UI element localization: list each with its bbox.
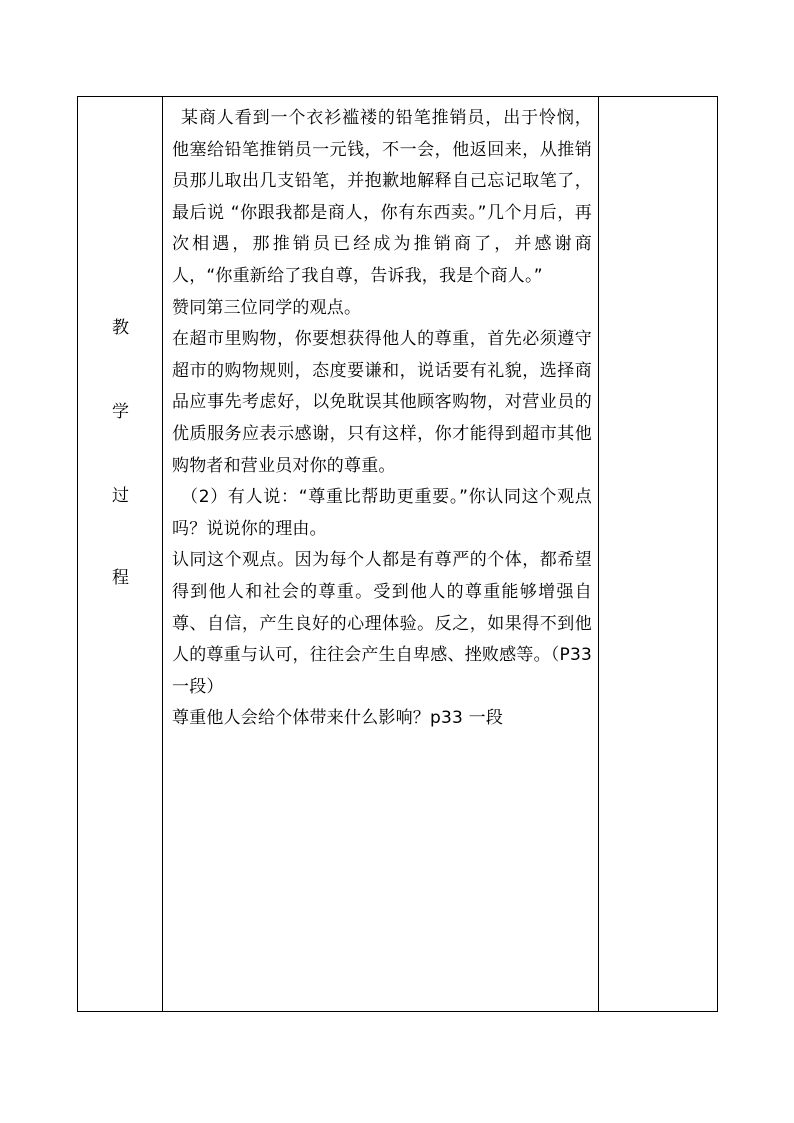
lesson-plan-table [77, 96, 718, 1012]
table-row [78, 97, 718, 1012]
content-cell [163, 97, 599, 1012]
story-paragraph: 某商人看到一个衣衫褴褛的铅笔推销员，出于怜悯，他塞给铅笔推销员一元钱，不一会，他返回来，从推销员那儿取出几支铅笔，并抱歉地解释自己忘记取笔了，最后说 “你跟我都是商人，你有东西卖。”几个月后，再次相遇，那推销员已经成为推销商了，并感谢商人，“你重新给了我自尊，告诉我，我是个商人。” [172, 108, 592, 286]
section-label-cell [78, 97, 163, 1012]
section-label-char: 学 [112, 402, 129, 422]
answer-paragraph: 认同这个观点。因为每个人都是有尊严的个体，都希望得到他人和社会的尊重。受到他人的尊重能够增强自尊、自信，产生良好的心理体验。反之，如果得不到他人的尊重与认可，往往会产生自卑感、挫败感等。（P33 一段） [172, 550, 592, 697]
section-label-char: 程 [112, 568, 129, 588]
supermarket-paragraph: 在超市里购物，你要想获得他人的尊重，首先必须遵守超市的购物规则，态度要谦和，说话要有礼貌，选择商品应事先考虑好，以免耽误其他顾客购物，对营业员的优质服务应表示感谢，只有这样，你才能得到超市其他购物者和营业员对你的尊重。 [172, 329, 592, 476]
section-label-char: 过 [112, 486, 129, 506]
question-paragraph: （2）有人说：“尊重比帮助更重要。”你认同这个观点吗？说说你的理由。 [172, 487, 592, 539]
agree-paragraph: 赞同第三位同学的观点。 [172, 297, 362, 318]
section-label-char: 教 [112, 318, 129, 338]
content-body [172, 97, 592, 735]
followup-question: 尊重他人会给个体带来什么影响？p33 一段 [172, 708, 504, 729]
notes-cell [599, 97, 718, 1012]
